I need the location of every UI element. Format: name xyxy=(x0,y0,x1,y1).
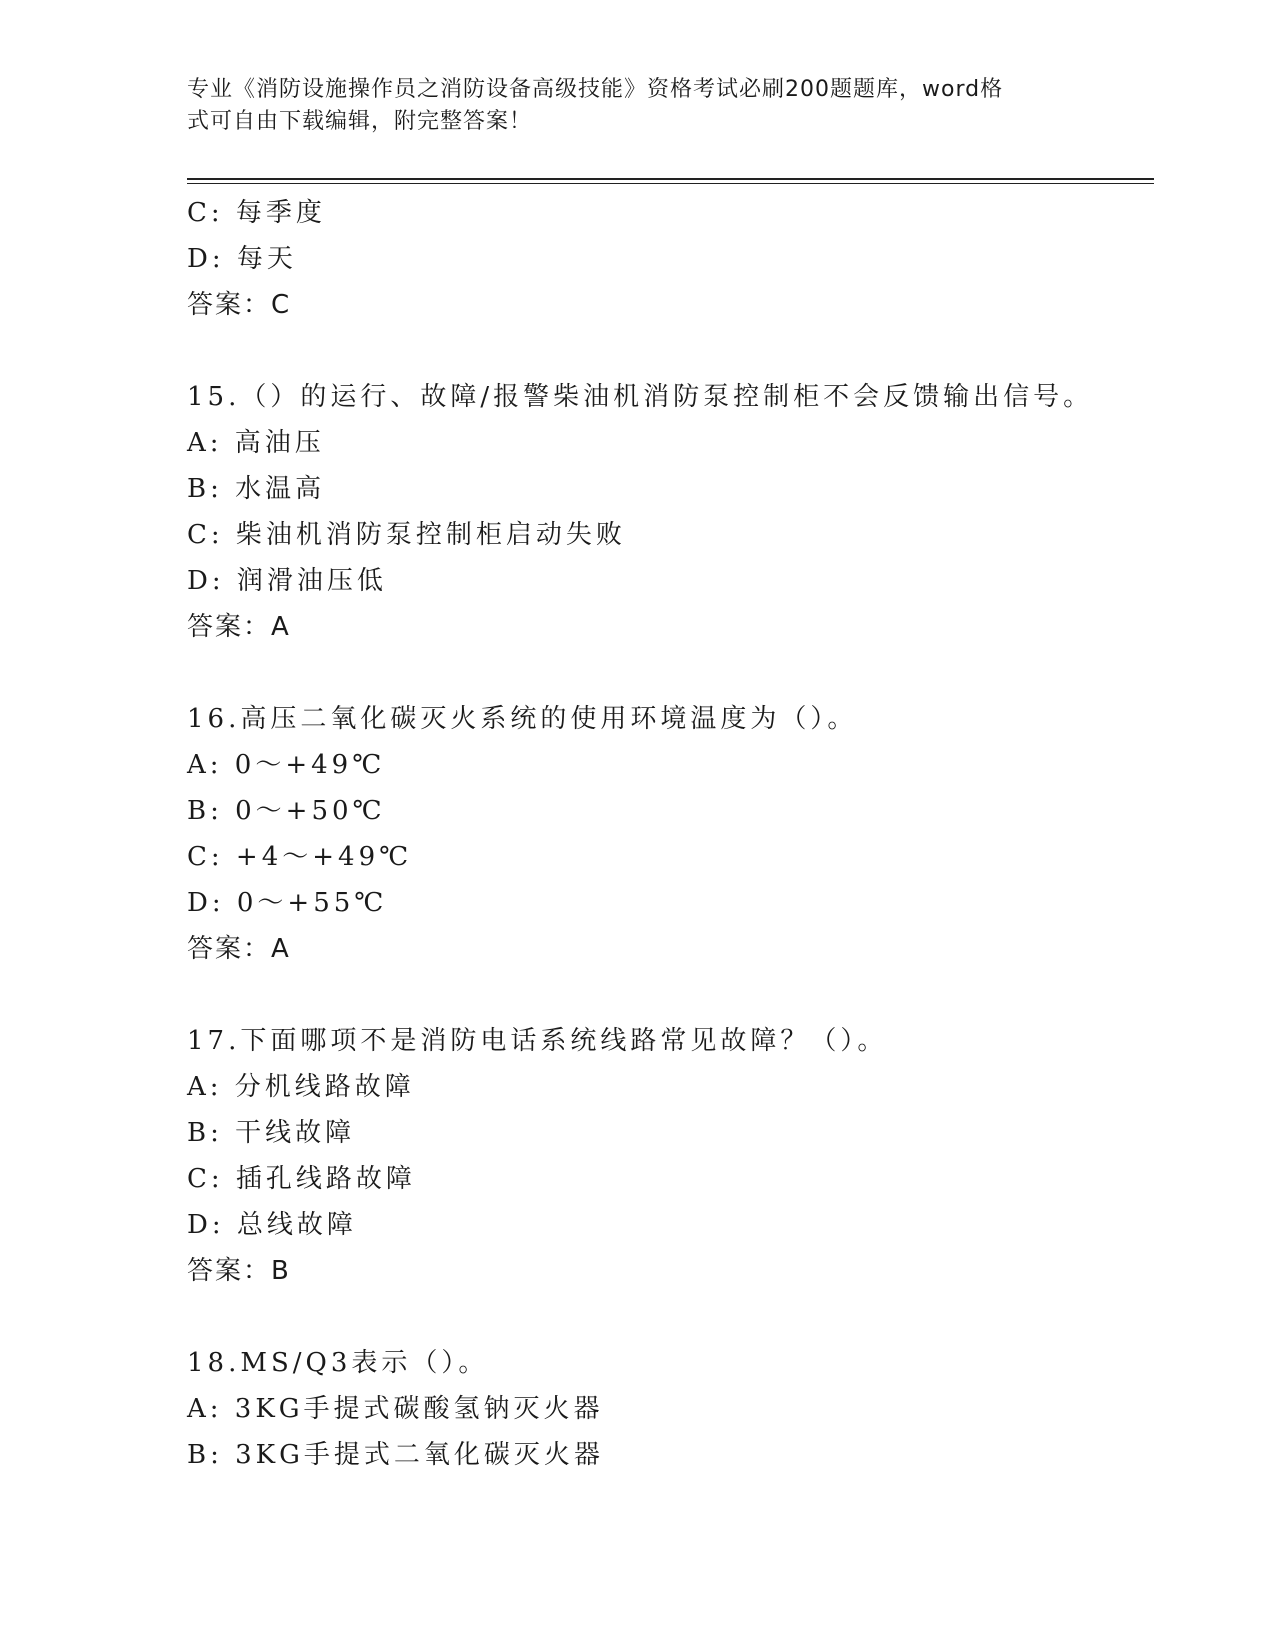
header-line-1: 专业《消防设施操作员之消防设备高级技能》资格考试必刷200题题库，word格 xyxy=(187,77,1004,102)
option-line: C: 插孔线路故障 xyxy=(187,1164,416,1194)
document-header xyxy=(187,74,1087,138)
option-line: B: 水温高 xyxy=(187,474,326,504)
option-line: D: 每天 xyxy=(187,244,297,274)
option-line: A: 3KG手提式碳酸氢钠灭火器 xyxy=(187,1394,604,1424)
question-line: 15.（）的运行、故障/报警柴油机消防泵控制柜不会反馈输出信号。 xyxy=(187,382,1094,412)
option-line: A: 高油压 xyxy=(187,428,325,458)
option-line: A: 分机线路故障 xyxy=(187,1072,415,1102)
option-line: D: 0～+55℃ xyxy=(187,888,388,918)
option-line: A: 0～+49℃ xyxy=(187,750,386,780)
header-line-2: 式可自由下载编辑，附完整答案！ xyxy=(187,109,533,134)
question-line: 16.高压二氧化碳灭火系统的使用环境温度为（）。 xyxy=(187,704,858,734)
option-line: B: 3KG手提式二氧化碳灭火器 xyxy=(187,1440,604,1470)
answer-line: 答案：B xyxy=(187,1256,291,1286)
header-rule-thin xyxy=(187,183,1154,184)
option-line: C: 柴油机消防泵控制柜启动失败 xyxy=(187,520,626,550)
option-line: C: 每季度 xyxy=(187,198,326,228)
answer-line: 答案：A xyxy=(187,612,291,642)
question-line: 17.下面哪项不是消防电话系统线路常见故障？（）。 xyxy=(187,1026,888,1056)
header-rule-thick xyxy=(187,178,1154,180)
option-line: D: 润滑油压低 xyxy=(187,566,387,596)
option-line: C: +4～+49℃ xyxy=(187,842,413,872)
option-line: B: 0～+50℃ xyxy=(187,796,386,826)
question-line: 18.MS/Q3表示（）。 xyxy=(187,1348,489,1378)
answer-line: 答案：C xyxy=(187,290,292,320)
answer-line: 答案：A xyxy=(187,934,291,964)
question-list xyxy=(187,190,1154,1478)
option-line: D: 总线故障 xyxy=(187,1210,357,1240)
option-line: B: 干线故障 xyxy=(187,1118,356,1148)
